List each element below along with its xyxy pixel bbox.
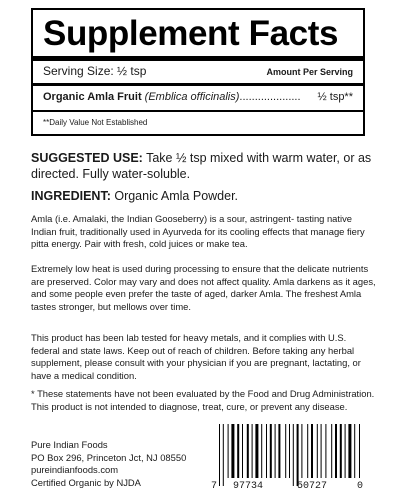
ingredient-row <box>43 86 353 110</box>
ingredient-latin-name: (Emblica officinalis) <box>144 91 240 103</box>
organic-certification: Certified Organic by NJDA <box>31 476 141 488</box>
barcode-bar <box>231 424 234 478</box>
barcode-bar <box>278 424 280 478</box>
barcode-bar <box>321 424 322 478</box>
barcode-bar <box>345 424 346 478</box>
barcode-bar <box>293 424 294 486</box>
barcode-bar <box>297 424 299 486</box>
barcode-bar <box>219 424 220 486</box>
barcode-bar <box>247 424 249 478</box>
company-website: pureindianfoods.com <box>31 464 119 475</box>
barcode-bar <box>348 424 351 478</box>
barcode-bar <box>285 424 286 478</box>
barcode-first-digit: 7 <box>211 481 218 492</box>
facts-title: Supplement Facts <box>43 14 339 53</box>
suggested-use <box>31 151 377 182</box>
serving-size: Serving Size: ½ tsp <box>43 64 147 78</box>
barcode-bar <box>228 424 229 478</box>
barcode-bar <box>354 424 355 478</box>
barcode-bar <box>223 424 224 486</box>
ingredient-statement <box>31 189 377 205</box>
fda-disclaimer: * These statements have not been evaluated by the Food and Drug Administration. This product is not intended to diagnose, treat, cure, or prevent any disease. <box>31 388 375 412</box>
suggested-use-label: SUGGESTED USE: <box>31 151 143 165</box>
safety-paragraph: This product has been lab tested for heavy metals, and it complies with U.S. federal and state laws. Keep out of reach of children. Before taking any herbal supplement, please consult with your physician if you are pregnant, lactating, or have a medical condition. <box>31 332 361 381</box>
amount-per-serving: Amount Per Serving <box>266 67 353 77</box>
suggested-use-text: Take ½ tsp mixed with warm water, or as directed. Fully water-soluble. <box>31 151 372 181</box>
barcode-bar <box>307 424 308 478</box>
serving-row <box>43 61 353 83</box>
barcode-bar <box>266 424 267 478</box>
barcode-bar <box>270 424 272 478</box>
barcode-bar <box>261 424 262 478</box>
barcode-bar <box>335 424 337 478</box>
barcode-last-digit: 0 <box>357 481 364 492</box>
description-paragraph: Amla (i.e. Amalaki, the Indian Gooseberry) is a sour, astringent- tasting native Indian fruit, traditionally used in Ayurveda for its cooling effects that manage fiery pitta energy. Pair with fresh, cold juices or make tea. <box>31 213 365 249</box>
barcode-bar <box>301 424 302 478</box>
company-address: PO Box 296, Princeton Jct, NJ 08550 <box>31 451 187 463</box>
barcode-bar <box>317 424 318 478</box>
company-name: Pure Indian Foods <box>31 439 108 450</box>
ingredient-dot-leader: .................... <box>239 91 301 103</box>
barcode-bar <box>359 424 360 478</box>
barcode-right-group: 50727 <box>297 481 328 492</box>
barcode-bar <box>242 424 243 478</box>
barcode-left-group: 97734 <box>233 481 264 492</box>
ingredient-name: Organic Amla Fruit <box>43 91 142 103</box>
processing-paragraph: Extremely low heat is used during processing to ensure that the delicate nutrients are preserved. Color may vary and does not affect quality. Amla darkens as it ages, and some people even prefer the taste of aged, darker Amla. The freshest Amla tastes stronger, but mellows over time. <box>31 263 376 312</box>
upc-barcode <box>211 424 365 492</box>
barcode-bar <box>325 424 326 478</box>
barcode-bar <box>331 424 332 478</box>
barcode-bar <box>252 424 253 478</box>
ingredient-text: Organic Amla Powder. <box>110 189 239 203</box>
barcode-digits <box>211 480 365 492</box>
barcode-bar <box>340 424 342 478</box>
daily-value-note: **Daily Value Not Established <box>43 117 148 127</box>
ingredient-label: INGREDIENT: <box>31 189 111 203</box>
barcode-bar <box>311 424 313 478</box>
barcode-bar <box>275 424 276 478</box>
barcode-bar <box>237 424 239 478</box>
barcode-bar <box>289 424 290 478</box>
supplement-facts-panel <box>31 8 365 136</box>
barcode-bar <box>255 424 258 478</box>
ingredient-amount: ½ tsp** <box>317 91 353 103</box>
